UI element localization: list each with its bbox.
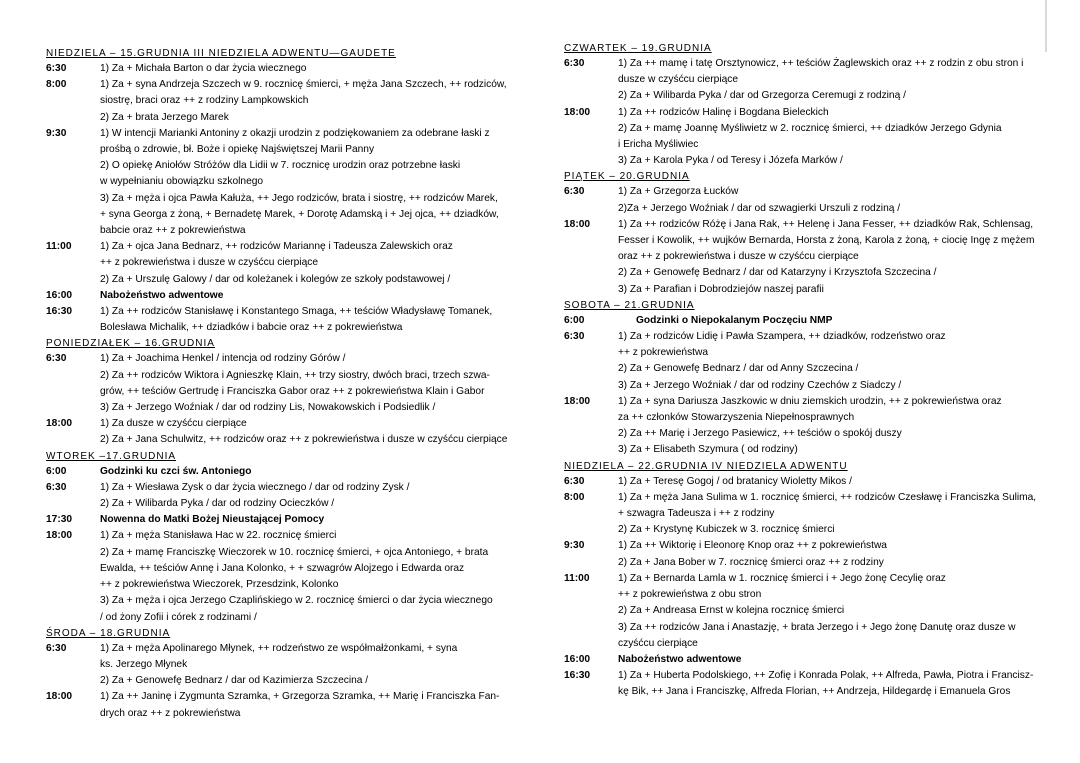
intention-line: 2) Za ++ rodziców Wiktora i Agnieszkę Klain, ++ trzy siostry, dwóch braci, trzech szwa- [100,369,490,381]
day-heading: SOBOTA – 21.GRUDNIA [564,299,695,311]
intention-line: babcie oraz ++ z pokrewieństwa [100,225,246,237]
mass-time: 18:00 [564,106,591,118]
intention-line: 1) Za ++ rodziców Halinę i Bogdana Bieleckich [618,106,829,118]
intention-line: 2) Za + mamę Joannę Myśliwietz w 2. rocznicę śmierci, ++ dziadków Jerzego Gdynia [618,122,1002,134]
intention-line: 3) Za + Parafian i Dobrodziejów naszej parafii [618,283,824,295]
intention-line: i Ericha Myśliwiec [618,139,699,151]
intention-line: 3) Za + Karola Pyka / od Teresy i Józefa Marków / [618,155,843,167]
mass-time: 18:00 [46,530,73,542]
intention-line: 2) Za + Genowefę Bednarz / dar od Katarzyny i Krzysztofa Szczecina / [618,267,937,279]
intention-line: 1) Za ++ rodziców Stanisławę i Konstantego Smaga, ++ teściów Władysławę Tomanek, [100,306,493,318]
intention-line: 1) Za + męża Stanisława Hac w 22. rocznicę śmierci [100,530,337,542]
service-title: Nabożeństwo adwentowe [618,653,742,665]
mass-entry [46,464,524,480]
mass-entry [46,528,524,625]
intention-line: w wypełnianiu obowiązku szkolnego [100,176,264,188]
intention-line: 2) Za + mamę Franciszkę Wieczorek w 10. rocznicę śmierci, + ojca Antoniego, + brata [100,546,489,558]
intention-line: 2) O opiekę Aniołów Stróżów dla Lidii w 7. rocznicę urodzin oraz potrzebne łaski [100,160,461,172]
intention-list [618,394,1044,459]
mass-time: 6:30 [46,642,67,654]
intention-list [100,528,524,625]
mass-time: 6:00 [46,465,67,477]
intention-line: drych oraz ++ z pokrewieństwa [100,707,241,719]
left-column [46,46,524,722]
intention-line: + syna Georga z żoną, + Bernadetę Marek, + Dorotę Adamską i + Jej ojca, ++ dziadków, [100,208,499,220]
intention-list [100,288,524,304]
intention-line: + szwagra Tadeusza i ++ z rodziny [618,508,775,520]
intention-list [100,126,524,239]
intention-line: 1) Za + męża Apolinarego Młynek, ++ rodzeństwo ze współmałżonkami, + syna [100,642,458,654]
intention-line: ++ z pokrewieństwa i dusze w czyśćcu cierpiące [100,257,318,269]
intention-line: 2) Za + Wilibarda Pyka / dar od Grzegorza Ceremugi z rodziną / [618,90,906,102]
mass-entry [46,641,524,690]
scrollbar[interactable] [1045,0,1047,52]
intention-line: dusze w czyśćcu cierpiące [618,74,739,86]
mass-entry [564,217,1044,298]
mass-time: 6:30 [564,186,585,198]
mass-entry [564,652,1044,668]
mass-time: 18:00 [46,691,73,703]
mass-entry [564,668,1044,700]
intention-list [100,416,524,448]
mass-entry [564,571,1044,652]
intention-line: 2) Za + brata Jerzego Marek [100,111,229,123]
intention-line: 3) Za + męża i ojca Jerzego Czaplińskiego w 2. rocznicę śmierci o dar życia wiecznego [100,595,493,607]
intention-line: 1) Za + Huberta Podolskiego, ++ Zofię i Konrada Polak, ++ Alfreda, Pawła, Piotra i Francisz- [618,670,1034,682]
intention-list [618,474,1044,490]
intention-line: 3) Za ++ rodziców Jana i Anastazję, + brata Jerzego i + Jego żonę Danutę oraz dusze w [618,621,1016,633]
day-heading: WTOREK –17.GRUDNIA [46,450,177,462]
mass-time: 6:30 [46,63,67,74]
intention-list [100,351,524,416]
intention-list [618,652,1044,668]
intention-line: 3) Za + Jerzego Woźniak / dar od rodziny Czechów z Siadczy / [618,379,902,391]
intention-list [618,56,1044,105]
intention-line: siostrę, braci oraz ++ z rodziny Lampkowskich [100,95,309,107]
intention-line: ++ z pokrewieństwa z obu stron [618,589,762,601]
service-title: Nowenna do Matki Bożej Nieustającej Pomocy [100,514,325,526]
intention-list [618,571,1044,652]
mass-entry [46,416,524,448]
intention-line: 1) Za + syna Dariusza Jaszkowic w dniu ziemskich urodzin, ++ z pokrewieństwa oraz [618,395,1002,407]
intention-line: ++ z pokrewieństwa [618,347,709,359]
intention-list [100,77,524,126]
intention-list [100,239,524,288]
mass-entry [46,126,524,239]
intention-line: 2) Za + Genowefę Bednarz / dar od Kazimierza Szczecina / [100,675,369,687]
mass-entry [564,313,1044,329]
intention-line: 2) Za + Krystynę Kubiczek w 3. rocznicę śmierci [618,524,835,536]
intention-line: Bolesława Michalik, ++ dziadków i babcie oraz ++ z pokrewieństwa [100,322,403,334]
intention-line: 1) Za + Teresę Gogoj / od bratanicy Wioletty Mikos / [618,475,852,487]
intention-line: za ++ członków Stowarzyszenia Niepełnosprawnych [618,412,855,424]
intention-list [100,61,524,77]
day-heading: PONIEDZIAŁEK – 16.GRUDNIA [46,338,215,350]
mass-entry [564,474,1044,490]
intention-line: Fesser i Kowolik, ++ wujków Bernarda, Horsta z żoną, Karola z żoną, + ciocię Ingę z mężem [618,235,1035,247]
mass-entry [564,538,1044,570]
mass-entry [46,288,524,304]
mass-time: 16:00 [46,289,73,301]
mass-time: 16:00 [564,653,591,665]
intention-list [618,313,1044,329]
intention-line: 1) Za dusze w czyśćcu cierpiące [100,418,247,430]
mass-entry [564,184,1044,216]
mass-time: 9:30 [564,540,585,552]
mass-entry [46,77,524,126]
mass-entry [564,105,1044,170]
intention-line: 1) Za ++ mamę i tatę Orsztynowicz, ++ teściów Żaglewskich oraz ++ z rodzin z obu stron i [618,58,1024,69]
intention-line: 1) Za ++ Janinę i Zygmunta Szramka, + Grzegorza Szramka, ++ Marię i Franciszka Fan- [100,691,500,703]
intention-line: 1) Za + Grzegorza Łucków [618,186,739,198]
mass-time: 6:00 [564,314,585,326]
mass-time: 18:00 [564,218,591,230]
intention-line: 1) W intencji Marianki Antoniny z okazji urodzin z podziękowaniem za odebrane łaski z [100,127,490,139]
mass-entry [46,512,524,528]
mass-time: 17:30 [46,514,73,526]
intention-line: ++ z pokrewieństwa Wieczorek, Przesdzink, Kolonko [100,579,339,591]
intention-list [618,538,1044,570]
intention-line: 1) Za + Wiesława Zysk o dar życia wiecznego / dar od rodziny Zysk / [100,481,410,493]
intention-line: 1) Za + Bernarda Lamla w 1. rocznicę śmierci i + Jego żonę Cecylię oraz [618,572,946,584]
intention-line: kę Bik, ++ Jana i Franciszkę, Alfreda Florian, ++ Andrzeja, Hildegardę i Emanuela Gros [618,686,1011,698]
mass-entry [46,351,524,416]
intention-list [100,512,524,528]
mass-entry [564,394,1044,459]
day-heading: ŚRODA – 18.GRUDNIA [46,627,171,639]
intention-line: 2)Za + Jerzego Woźniak / dar od szwagierki Urszuli z rodziną / [618,202,901,214]
mass-time: 6:30 [564,475,585,487]
day-heading: NIEDZIELA – 22.GRUDNIA IV NIEDZIELA ADWENTU [564,460,848,472]
mass-time: 6:30 [564,331,585,343]
intention-list [618,184,1044,216]
service-title: Godzinki o Niepokalanym Poczęciu NMP [636,314,833,326]
intention-line: / od żony Zofii i córek z rodzinami / [100,611,257,623]
mass-entry [46,689,524,721]
intention-line: 2) Za + Jana Bober w 7. rocznicę śmierci oraz ++ z rodziny [618,556,884,568]
intention-line: 1) Za ++ Wiktorię i Eleonorę Knop oraz ++ z pokrewieństwa [618,540,887,552]
right-column [564,41,1044,701]
service-title: Godzinki ku czci św. Antoniego [100,465,252,477]
mass-entry [564,490,1044,539]
intention-list [618,668,1044,700]
intention-line: 1) Za ++ rodziców Różę i Jana Rak, ++ Helenę i Jana Fesser, ++ dziadków Rak, Schlensag, [618,218,1034,230]
intention-list [618,490,1044,539]
mass-time: 6:30 [46,353,67,365]
mass-time: 16:30 [46,306,73,318]
intention-line: 1) Za + Joachima Henkel / intencja od rodziny Górów / [100,353,346,365]
intention-list [100,689,524,721]
intention-list [618,217,1044,298]
intention-list [100,480,524,512]
intention-line: 1) Za + ojca Jana Bednarz, ++ rodziców Mariannę i Tadeusza Zalewskich oraz [100,241,453,253]
mass-time: 6:30 [564,58,585,69]
intention-line: 1) Za + męża Jana Sulima w 1. rocznicę śmierci, ++ rodziców Czesławę i Franciszka Sulima, [618,491,1037,503]
day-heading: CZWARTEK – 19.GRUDNIA [564,43,712,54]
mass-entry [46,480,524,512]
intention-line: grów, ++ teściów Gertrudę i Franciszka Gabor oraz ++ z pokrewieństwa Klain i Gabor [100,385,485,397]
mass-time: 8:00 [46,79,67,91]
intention-line: 1) Za + syna Andrzeja Szczech w 9. rocznicę śmierci, + męża Jana Szczech, ++ rodziców, [100,79,507,91]
intention-line: 1) Za + rodziców Lidię i Pawła Szampera, ++ dziadków, rodzeństwo oraz [618,331,946,343]
intention-line: 3) Za + Elisabeth Szymura ( od rodziny) [618,444,798,456]
mass-time: 9:30 [46,127,67,139]
mass-time: 18:00 [564,395,591,407]
intention-line: 2) Za + Jana Schulwitz, ++ rodziców oraz ++ z pokrewieństwa i dusze w czyśćcu cierpiące [100,434,508,446]
intention-line: 2) Za + Wilibarda Pyka / dar od rodziny Ocieczków / [100,498,335,510]
intention-line: 2) Za ++ Marię i Jerzego Pasiewicz, ++ teściów o spokój duszy [618,428,902,440]
intention-line: oraz ++ z pokrewieństwa i dusze w czyśćcu cierpiące [618,251,859,263]
mass-time: 18:00 [46,418,73,430]
intention-list [100,304,524,336]
intention-list [100,641,524,690]
mass-time: 8:00 [564,491,585,503]
intention-line: czyśćcu cierpiące [618,637,698,649]
mass-time: 11:00 [564,572,590,584]
intention-list [100,464,524,480]
mass-time: 16:30 [564,670,591,682]
intention-line: 2) Za + Genowefę Bednarz / dar od Anny Szczecina / [618,363,859,375]
intention-line: ks. Jerzego Młynek [100,658,188,670]
intention-line: 2) Za + Andreasa Ernst w kolejna rocznicę śmierci [618,605,845,617]
intention-line: 3) Za + męża i ojca Pawła Kałuża, ++ Jego rodziców, brata i siostrę, ++ rodziców Marek, [100,192,498,204]
mass-entry [46,304,524,336]
mass-entry [46,61,524,77]
intention-list [618,329,1044,394]
mass-entry [564,329,1044,394]
mass-time: 6:30 [46,481,67,493]
service-title: Nabożeństwo adwentowe [100,289,224,301]
intention-line: Ewalda, ++ teściów Annę i Jana Kolonko, + + szwagrów Alojzego i Edwarda oraz [100,562,465,574]
intention-line: prośbą o zdrowie, bł. Boże i opiekę Najświętszej Marii Panny [100,144,375,156]
intention-line: 1) Za + Michała Barton o dar życia wiecznego [100,63,307,74]
intention-list [618,105,1044,170]
day-heading: PIĄTEK – 20.GRUDNIA [564,171,690,183]
intention-line: 3) Za + Jerzego Woźniak / dar od rodziny Lis, Nowakowskich i Podsiedlik / [100,402,436,414]
mass-time: 11:00 [46,241,72,253]
day-heading: NIEDZIELA – 15.GRUDNIA III NIEDZIELA ADWENTU—GAUDETE [46,48,396,59]
intention-line: 2) Za + Urszulę Galowy / dar od koleżanek i kolegów ze szkoły podstawowej / [100,273,451,285]
mass-entry [46,239,524,288]
mass-entry [564,56,1044,105]
